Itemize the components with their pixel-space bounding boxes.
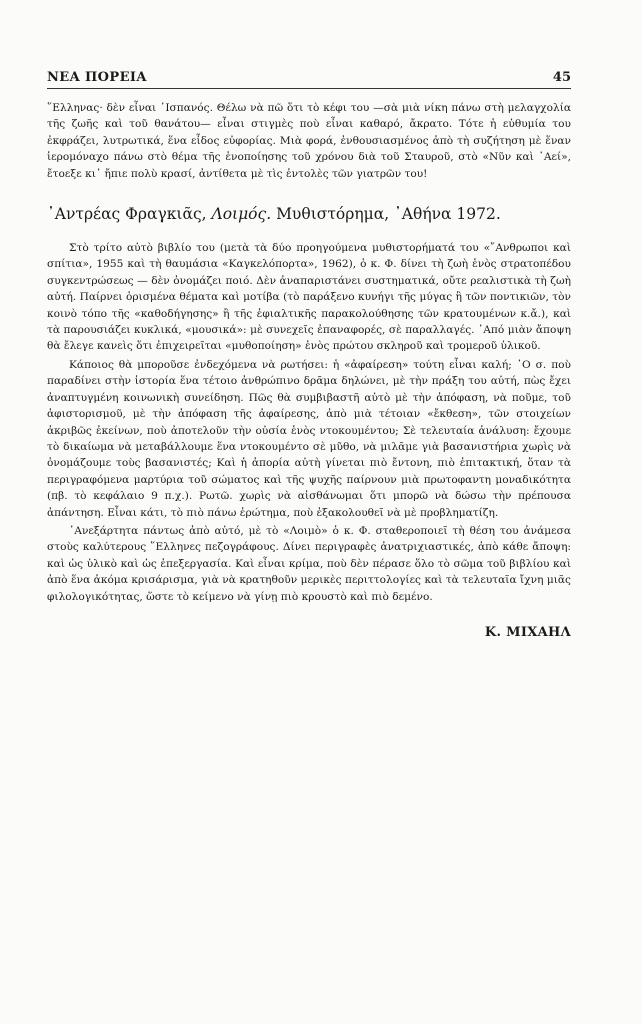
article-body (47, 100, 571, 641)
page-header (47, 70, 571, 85)
review-paragraph-3: ᾿Ανεξάρτητα πάντως ἀπὸ αὐτό, μὲ τὸ «Λοιμὸ» ὁ κ. Φ. σταθεροποιεῖ τὴ θέση του ἀνάμεσα στοὺς καλύτερους ῞Ελληνες πεζογράφους. Δίνει περιγραφὲς ἀνατριχιαστικές, ἀπὸ κάθε ἄποψη: καὶ ὡς ὑλικὸ καὶ ὡς ἐπεξεργασία. Καὶ εἶναι κρίμα, ποὺ δὲν πέρασε ὅλο τὸ σῶμα τοῦ βιβλίου καὶ ἀπὸ ἕνα ἀκόμα κρισάρισμα, γιὰ νὰ κρατηθοῦν μερικὲς περιττολογίες καὶ τὰ τελευταῖα ἴχνη μιᾶς φιλολογικότητας, ὥστε τὸ κείμενο νὰ γίνῃ πιὸ κρουστὸ καὶ πιὸ δεμένο. (47, 524, 571, 603)
running-head: ΝΕΑ ΠΟΡΕΙΑ (47, 70, 147, 85)
review-publication-info: Μυθιστόρημα, ᾿Αθήνα 1972. (276, 205, 501, 224)
review-paragraph-1: Στὸ τρίτο αὐτὸ βιβλίο του (μετὰ τὰ δύο προηγούμενα μυθιστορήματά του «῎Ανθρωποι καὶ σπίτια», 1955 καὶ τὴ θαυμάσια «Καγκελόπορτα», 1962), ὁ κ. Φ. δίνει τὴ ζωὴ ἑνὸς στρατοπέδου συγκεντρώσεως — δὲν ὀνομάζει ποιό. Δὲν ἀναπαριστάνει συστηματικά, οὔτε ρεαλιστικὰ τὴ ζωὴ αὐτή. Παίρνει ὁρισμένα θέματα καὶ μοτίβα (τὸ παράξενο κυνήγι τῆς μύγας ἢ τῶν ποντικιῶν, τὸν κοινὸ τόπο τῆς «καθοδήγησης» ἢ τῆς ἐφιαλτικῆς παρακολούθησης τῶν κρατουμένων κ.ἄ.), καὶ τὰ παρουσιάζει κυκλικά, «μουσικά»: μὲ συνεχεῖς ἐπαναφορές, σὲ παραλλαγές. ᾿Από μιὰν ἄποψη θὰ ἔλεγε κανεὶς ὅτι ἐπιχειρεῖται «μυθοποίηση» ἑνὸς πρώτου σκληροῦ καὶ τρομεροῦ ὑλικοῦ. (47, 242, 571, 353)
intro-paragraph: ῞Ελληνας· δὲν εἶναι ᾿Ισπανός. Θέλω νὰ πῶ ὅτι τὸ κέφι του —σὰ μιὰ νίκη πάνω στὴ μελαγχολία τῆς ζωῆς καὶ τοῦ θανάτου— εἶναι στιγμὲς ποὺ εἶναι καθαρό, ἄκρατο. Τότε ἡ εὐθυμία του ἐκφράζει, λυτρωτικά, ἕνα εἶδος εὐφορίας. Μιὰ φορά, ἐνθουσιασμένος ἀπὸ τὴ συζήτηση μὲ ἕναν ἱερομόναχο πάνω στὸ θέμα τῆς ἑνοποίησης τοῦ χρόνου διὰ τοῦ Σταυροῦ, στὸ «Νῦν καὶ ᾿Αεί», ἔτοεξε κι᾿ ἤπιε πολὺ κρασί, ἀντίθετα μὲ τὶς ἐντολὲς τῶν γιατρῶν του! (47, 102, 571, 180)
review-author: ᾿Αντρέας Φραγκιᾶς, (47, 205, 207, 224)
review-heading (47, 204, 571, 224)
page-number: 45 (552, 70, 571, 85)
review-paragraph-2: Κάποιος θὰ μποροῦσε ἐνδεχόμενα νὰ ρωτήσει: ἡ «ἀφαίρεση» τούτη εἶναι καλή; ῾Ο σ. ποὺ παραδίνει στὴν ἱστορία ἕνα τέτοιο ἀνθρώπινο δρᾶμα δηλώνει, μὲ τὴν πράξη του αὐτή, πὼς ἔχει ἀναπτυγμένη κοινωνικὴ συνείδηση. Πῶς θὰ συμβιβαστῆ αὐτὸ μὲ τὴν ἀπόφαση, νὰ ποῦμε, τοῦ ἀφιστορισμοῦ, μὲ τὴν ἀπόφαση τῆς ἀφαίρεσης, ἀπὸ μιὰ τέτοιαν «ἔκθεση», τῶν στοιχείων ἀκριβῶς ἐκείνων, ποὺ ἀποτελοῦν τὴν οὐσία ἑνὸς ντοκουμέντου; Σὲ τελευταία ἀνάλυση: ἔχουμε τὸ δικαίωμα νὰ μεταβάλλουμε ἕνα ντοκουμέντο σὲ μῦθο, νὰ μιλᾶμε γιὰ βασανιστήρια χωρὶς νὰ ὀνομάζουμε τοὺς βασανιστές; Καὶ ἡ ἀπορία αὐτὴ γίνεται πιὸ ἔντονη, πιὸ ἐπιτακτική, ὅταν τὰ περιγραφόμενα μαρτύρια τοῦ σώματος καὶ τῆς ψυχῆς παίρνουν μιὰ πρωτοφαντη μοναδικότητα (πβ. τὸ κεφάλαιο 9 π.χ.). Ρωτῶ. χωρὶς νὰ αἰσθάνωμαι ὅτι μπορῶ νὰ δώσω τὴν πρέπουσα ἀπάντηση. Εἶναι κάτι, τὸ πιὸ πάνω ἐρώτημα, ποὺ ἐξακολουθεῖ νὰ μὲ προβληματίζη. (47, 358, 571, 519)
review-work-title: Λοιμός. (211, 205, 272, 224)
header-rule (47, 88, 571, 89)
signature: Κ. ΜΙΧΑΗΛ (484, 624, 571, 640)
